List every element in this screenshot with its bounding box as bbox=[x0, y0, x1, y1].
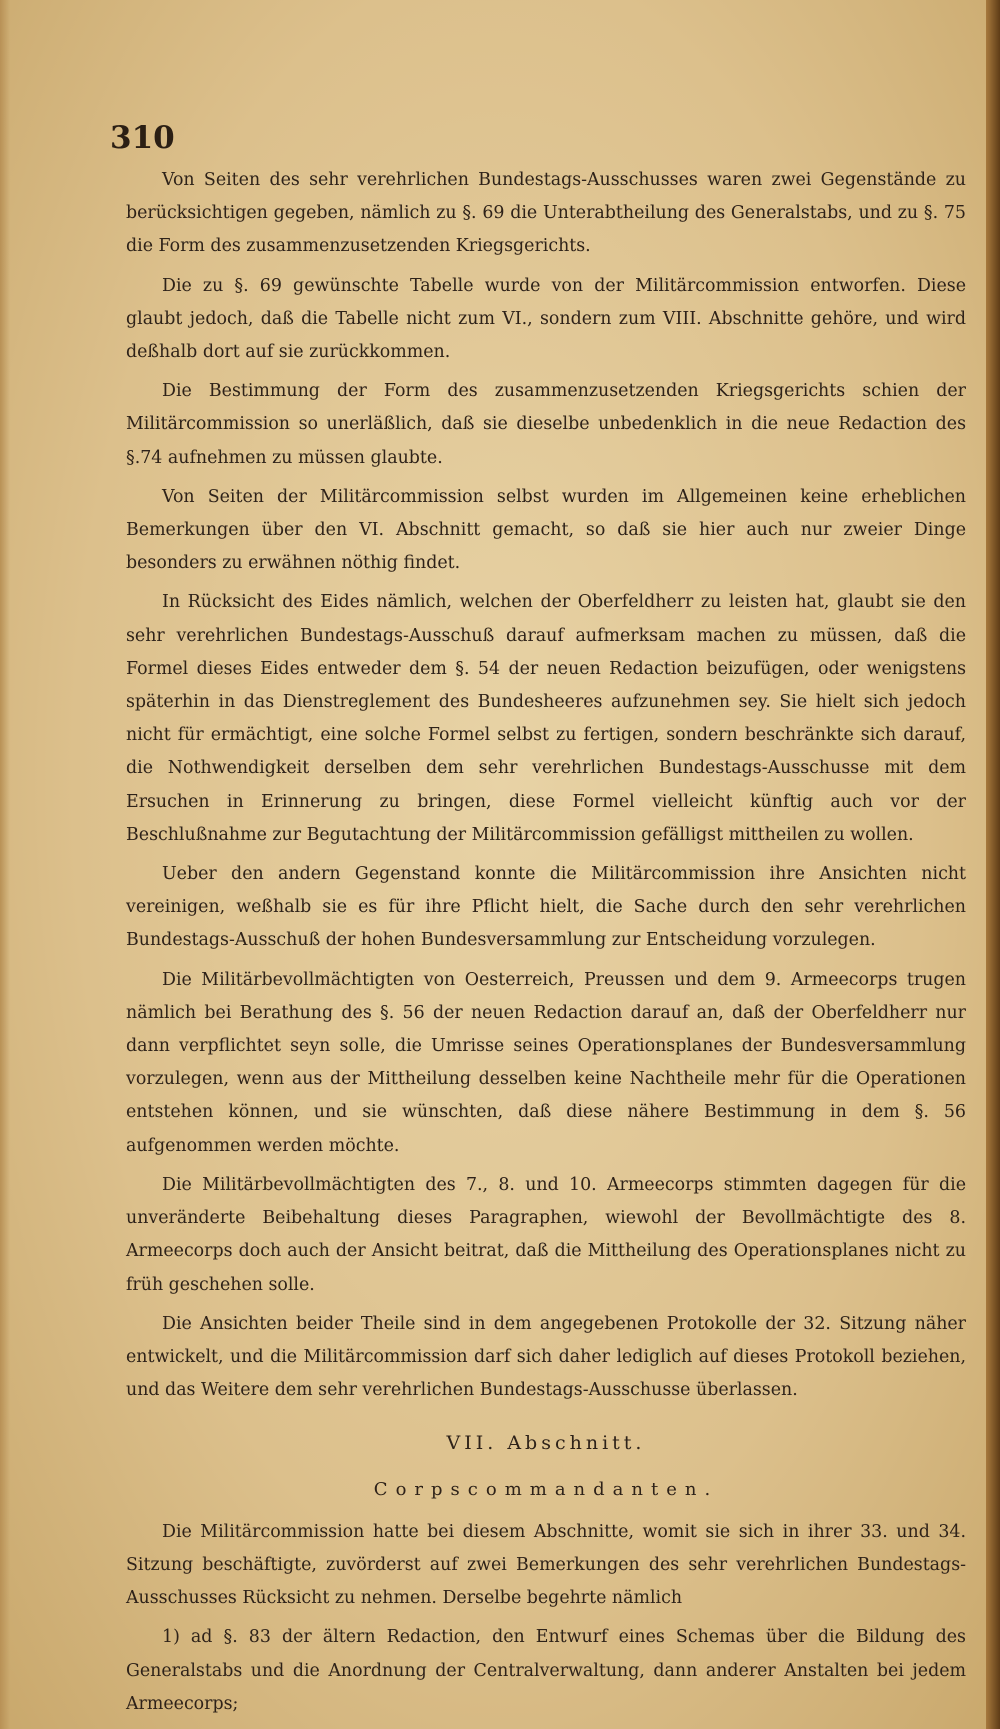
paragraph: In Rücksicht des Eides nämlich, welchen der Oberfeldherr zu leisten hat, glaubt sie den sehr verehrlichen Bundestags-Ausschuß darauf aufmerksam machen zu müssen, daß die Formel dieses Eides entweder dem §. 54 der neuen Redaction beizufügen, oder wenigstens späterhin in das Dienstreglement des Bundesheeres aufzunehmen sey. Sie hielt sich jedoch nicht für ermächtigt, eine solche Formel selbst zu fertigen, sondern beschränkte sich darauf, die Nothwendigkeit derselben dem sehr verehrlichen Bundestags-Ausschusse mit dem Ersuchen in Erinnerung zu bringen, diese Formel vielleicht künftig auch vor der Beschlußnahme zur Begutachtung der Militärcommission gefälligst mittheilen zu wollen. bbox=[126, 592, 966, 845]
paragraph: Die Bestimmung der Form des zusammenzusetzenden Kriegsgerichts schien der Militärcommission so unerläßlich, daß sie dieselbe unbedenklich in die neue Redaction des §.74 aufnehmen zu müssen glaubte. bbox=[126, 381, 966, 468]
paragraph: Von Seiten der Militärcommission selbst wurden im Allgemeinen keine erheblichen Bemerkungen über den VI. Abschnitt gemacht, so daß sie hier auch nur zweier Dinge besonders zu erwähnen nöthig findet. bbox=[126, 486, 966, 574]
paragraph: Die Militärbevollmächtigten von Oesterreich, Preussen und dem 9. Armeecorps trugen nämlich bei Berathung des §. 56 der neuen Redaction darauf an, daß der Oberfeldherr nur dann verpflichtet seyn solle, die Umrisse seines Operationsplanes der Bundesversammlung vorzulegen, wenn aus der Mittheilung desselben keine Nachtheile mehr für die Operationen entstehen können, und sie wünschten, daß diese nähere Bestimmung in dem §. 56 aufgenommen werden möchte. bbox=[126, 969, 966, 1156]
section-heading: VII. Abschnitt. bbox=[446, 1432, 646, 1455]
page-body bbox=[126, 164, 966, 1727]
paragraph: Die zu §. 69 gewünschte Tabelle wurde von der Militärcommission entworfen. Diese glaubt jedoch, daß die Tabelle nicht zum VI., sondern zum VIII. Abschnitte gehöre, und wird deßhalb dort auf sie zurückkommen. bbox=[126, 275, 966, 363]
page-number: 310 bbox=[110, 120, 175, 156]
list-item: 1) ad §. 83 der ältern Redaction, den Entwurf eines Schemas über die Bildung des Generalstabs und die Anordnung der Centralverwaltung, dann anderer Anstalten bei jedem Armeecorps; bbox=[126, 1627, 966, 1714]
paragraph: Von Seiten des sehr verehrlichen Bundestags-Ausschusses waren zwei Gegenstände zu berücksichtigen gegeben, nämlich zu §. 69 die Unterabtheilung des Generalstabs, und zu §. 75 die Form des zusammenzusetzenden Kriegsgerichts. bbox=[126, 170, 966, 257]
paragraph: Die Militärbevollmächtigten des 7., 8. und 10. Armeecorps stimmten dagegen für die unveränderte Beibehaltung dieses Paragraphen, wiewohl der Bevollmächtigte des 8. Armeecorps doch auch der Ansicht beitrat, daß die Mittheilung des Operationsplanes nicht zu früh geschehen solle. bbox=[126, 1174, 966, 1295]
paragraph: Ueber den andern Gegenstand konnte die Militärcommission ihre Ansichten nicht vereinigen, weßhalb sie es für ihre Pflicht hielt, die Sache durch den sehr verehrlichen Bundestags-Ausschuß der hohen Bundesversammlung zur Entscheidung vorzulegen. bbox=[126, 864, 966, 951]
section-subheading: Corpscommandanten. bbox=[373, 1478, 719, 1500]
page-edge-left bbox=[0, 0, 10, 1729]
page-edge-right bbox=[986, 0, 1000, 1729]
paragraph: Die Ansichten beider Theile sind in dem angegebenen Protokolle der 32. Sitzung näher entwickelt, und die Militärcommission darf sich daher lediglich auf dieses Protokoll beziehen, und das Weitere dem sehr verehrlichen Bundestags-Ausschusse überlassen. bbox=[126, 1313, 966, 1401]
paragraph: Die Militärcommission hatte bei diesem Abschnitte, womit sie sich in ihrer 33. und 34. Sitzung beschäftigte, zuvörderst auf zwei Bemerkungen des sehr verehrlichen Bundestags-Ausschusses Rücksicht zu nehmen. Derselbe begehrte nämlich bbox=[126, 1521, 966, 1609]
